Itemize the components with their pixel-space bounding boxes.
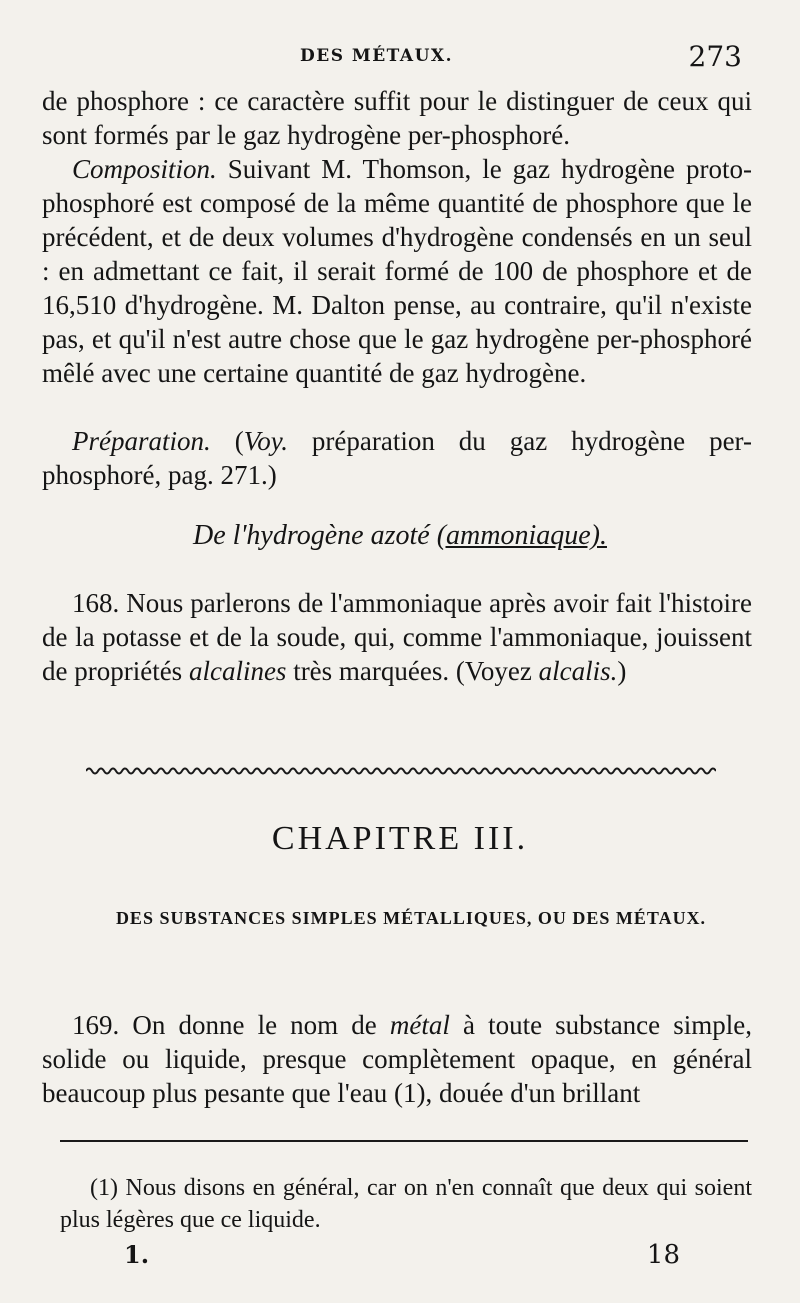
p168-text-b: très marquées. (Voyez [286, 656, 539, 686]
chapter-subtitle: DES SUBSTANCES SIMPLES MÉTALLIQUES, OU DES MÉTAUX. [115, 908, 707, 928]
preparation-heading: Préparation. [72, 426, 211, 456]
p168-alcalis: alcalis. [538, 656, 618, 686]
preparation-text-b: préparation du gaz hydrogène per-phosphoré, pag. 271.) [42, 426, 752, 490]
paragraph-continued: de phosphore : ce caractère suffit pour le distinguer de ceux qui sont formés par le gaz hydrogène per-phosphoré. [42, 86, 752, 150]
footnote: (1) Nous disons en général, car on n'en connaît que deux qui soient plus légères que ce liquide. [60, 1175, 752, 1233]
paragraph-preparation [42, 424, 752, 492]
signature-volume: 1. [124, 1240, 150, 1269]
paragraph-169 [42, 1008, 752, 1110]
composition-text: Suivant M. Thomson, le gaz hydrogène proto-phosphoré est composé de la même quantité de phosphore que le précédent, et de deux volumes d'hydrogène condensés en un seul : en admettant ce fait, il serait formé de 100 de phosphore et de 16,510 d'hydrogène. M. Dalton pense, au contraire, qu'il n'existe pas, et qu'il n'est autre chose que le gaz hydrogène per-phosphoré mêlé avec une certaine quantité de gaz hydrogène. [42, 154, 752, 388]
running-header [0, 40, 800, 76]
composition-heading: Composition. [72, 154, 217, 184]
paragraph-composition [42, 152, 752, 390]
subheading-main: De l'hydrogène azoté [193, 520, 430, 551]
chapter-title: CHAPITRE III. [271, 820, 529, 857]
paragraph-168 [42, 586, 752, 688]
p169-text-a: 169. On donne le nom de [72, 1010, 390, 1040]
wavy-ornament-rule [86, 766, 716, 776]
subheading-paren: (ammoniaque). [436, 520, 607, 551]
p168-alcalines: alcalines [188, 656, 287, 686]
footnote-rule [60, 1140, 748, 1142]
p168-text-a: 168. Nous parlerons de l'ammoniaque après avoir fait l'histoire de la potasse et de la soude, qui, comme l'ammoniaque, jouissent de propriétés [42, 588, 752, 686]
preparation-voy: Voy. [243, 426, 288, 456]
section-subheading [0, 520, 800, 552]
signature-gathering: 18 [646, 1240, 680, 1270]
p168-text-c: ) [617, 656, 627, 686]
p169-text-b: à toute substance simple, solide ou liquide, presque complètement opaque, en général beaucoup plus pesante que l'eau (1), douée d'un brillant [42, 1010, 753, 1108]
p169-metal: métal [389, 1010, 450, 1040]
running-title: DES MÉTAUX. [300, 46, 454, 66]
signature-line [0, 1240, 800, 1270]
page-number: 273 [688, 40, 742, 73]
preparation-text-a: ( [210, 426, 244, 456]
